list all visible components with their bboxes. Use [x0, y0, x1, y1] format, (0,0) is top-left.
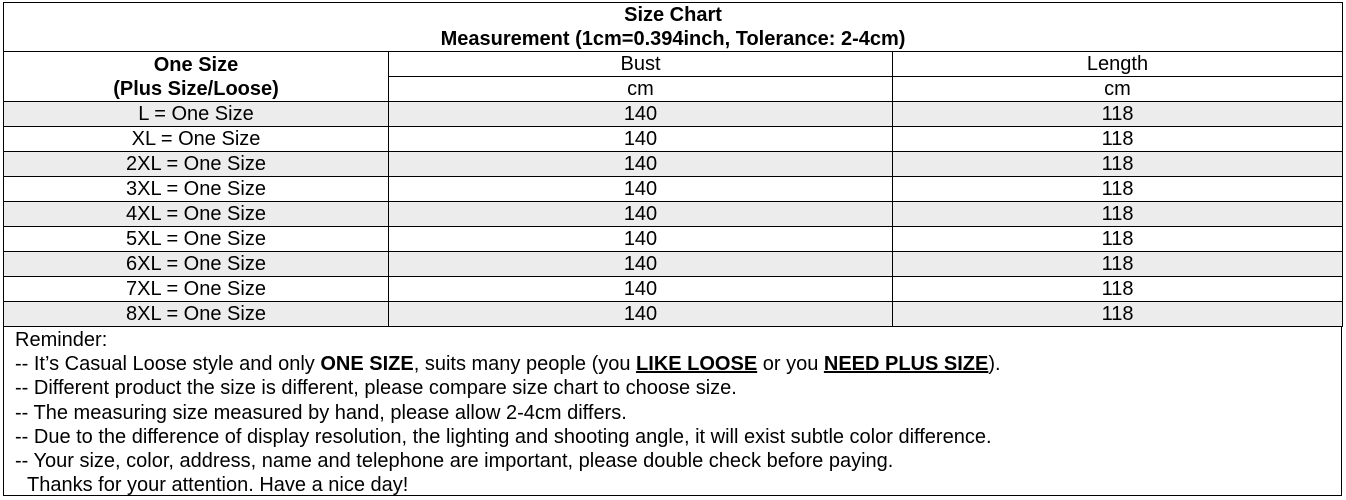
reminder-line: -- Different product the size is different, please compare size chart to choose size.: [15, 377, 737, 400]
thanks-line: Thanks for your attention. Have a nice day!: [27, 474, 409, 497]
reminder-text: -- It’s Casual Loose style and only: [15, 353, 321, 376]
table-row: [4, 102, 1343, 127]
bust-cell: 140: [389, 177, 893, 202]
bust-cell: 140: [389, 127, 893, 152]
table-row: [4, 277, 1343, 302]
bust-cell: 140: [389, 252, 893, 277]
one-size-emphasis: ONE SIZE: [320, 353, 414, 376]
reminder-text: or you: [757, 353, 824, 376]
table-row: [4, 127, 1343, 152]
length-cell: 118: [893, 202, 1343, 227]
size-cell: 7XL = One Size: [4, 277, 389, 302]
size-cell: 5XL = One Size: [4, 227, 389, 252]
table-row: [4, 252, 1343, 277]
size-cell: 2XL = One Size: [4, 152, 389, 177]
bust-cell: 140: [389, 302, 893, 327]
size-chart-table: [3, 2, 1343, 327]
table-row: [4, 202, 1343, 227]
reminder-text: , suits many people (you: [413, 353, 637, 376]
size-cell: 4XL = One Size: [4, 202, 389, 227]
length-cell: 118: [893, 252, 1343, 277]
size-cell: 3XL = One Size: [4, 177, 389, 202]
bust-cell: 140: [389, 152, 893, 177]
reminder-box: [3, 327, 1342, 496]
bust-unit: cm: [389, 77, 893, 102]
size-cell: 6XL = One Size: [4, 252, 389, 277]
header-row: [4, 52, 1343, 77]
reminder-heading: Reminder:: [15, 329, 108, 351]
length-cell: 118: [893, 302, 1343, 327]
need-plus-size-emphasis: NEED PLUS SIZE: [823, 353, 989, 376]
bust-cell: 140: [389, 102, 893, 127]
size-header-line1: One Size: [153, 53, 239, 76]
reminder-line-one-size: [15, 352, 1341, 376]
length-cell: 118: [893, 227, 1343, 252]
reminder-text: ).: [988, 353, 1001, 376]
title-row: [4, 3, 1343, 52]
bust-cell: 140: [389, 277, 893, 302]
bust-header: Bust: [389, 52, 893, 77]
bust-cell: 140: [389, 227, 893, 252]
size-header-line2: (Plus Size/Loose): [113, 77, 279, 100]
table-row: [4, 152, 1343, 177]
length-cell: 118: [893, 277, 1343, 302]
reminder-line: -- The measuring size measured by hand, please allow 2-4cm differs.: [15, 401, 627, 424]
bust-cell: 140: [389, 202, 893, 227]
chart-title: Size Chart: [624, 4, 722, 26]
chart-subtitle: Measurement (1cm=0.394inch, Tolerance: 2-4cm): [440, 28, 906, 50]
table-row: [4, 227, 1343, 252]
like-loose-emphasis: LIKE LOOSE: [636, 353, 758, 376]
length-cell: 118: [893, 127, 1343, 152]
table-row: [4, 302, 1343, 327]
size-cell: L = One Size: [4, 102, 389, 127]
length-cell: 118: [893, 177, 1343, 202]
reminder-line: -- Due to the difference of display resolution, the lighting and shooting angle, it will exist subtle color difference.: [15, 425, 992, 448]
reminder-line: -- Your size, color, address, name and telephone are important, please double check before paying.: [15, 450, 894, 473]
title-cell: [4, 3, 1343, 52]
length-unit: cm: [893, 77, 1343, 102]
size-header-cell: [4, 52, 389, 102]
length-cell: 118: [893, 102, 1343, 127]
size-cell: 8XL = One Size: [4, 302, 389, 327]
table-row: [4, 177, 1343, 202]
length-cell: 118: [893, 152, 1343, 177]
size-cell: XL = One Size: [4, 127, 389, 152]
length-header: Length: [893, 52, 1343, 77]
